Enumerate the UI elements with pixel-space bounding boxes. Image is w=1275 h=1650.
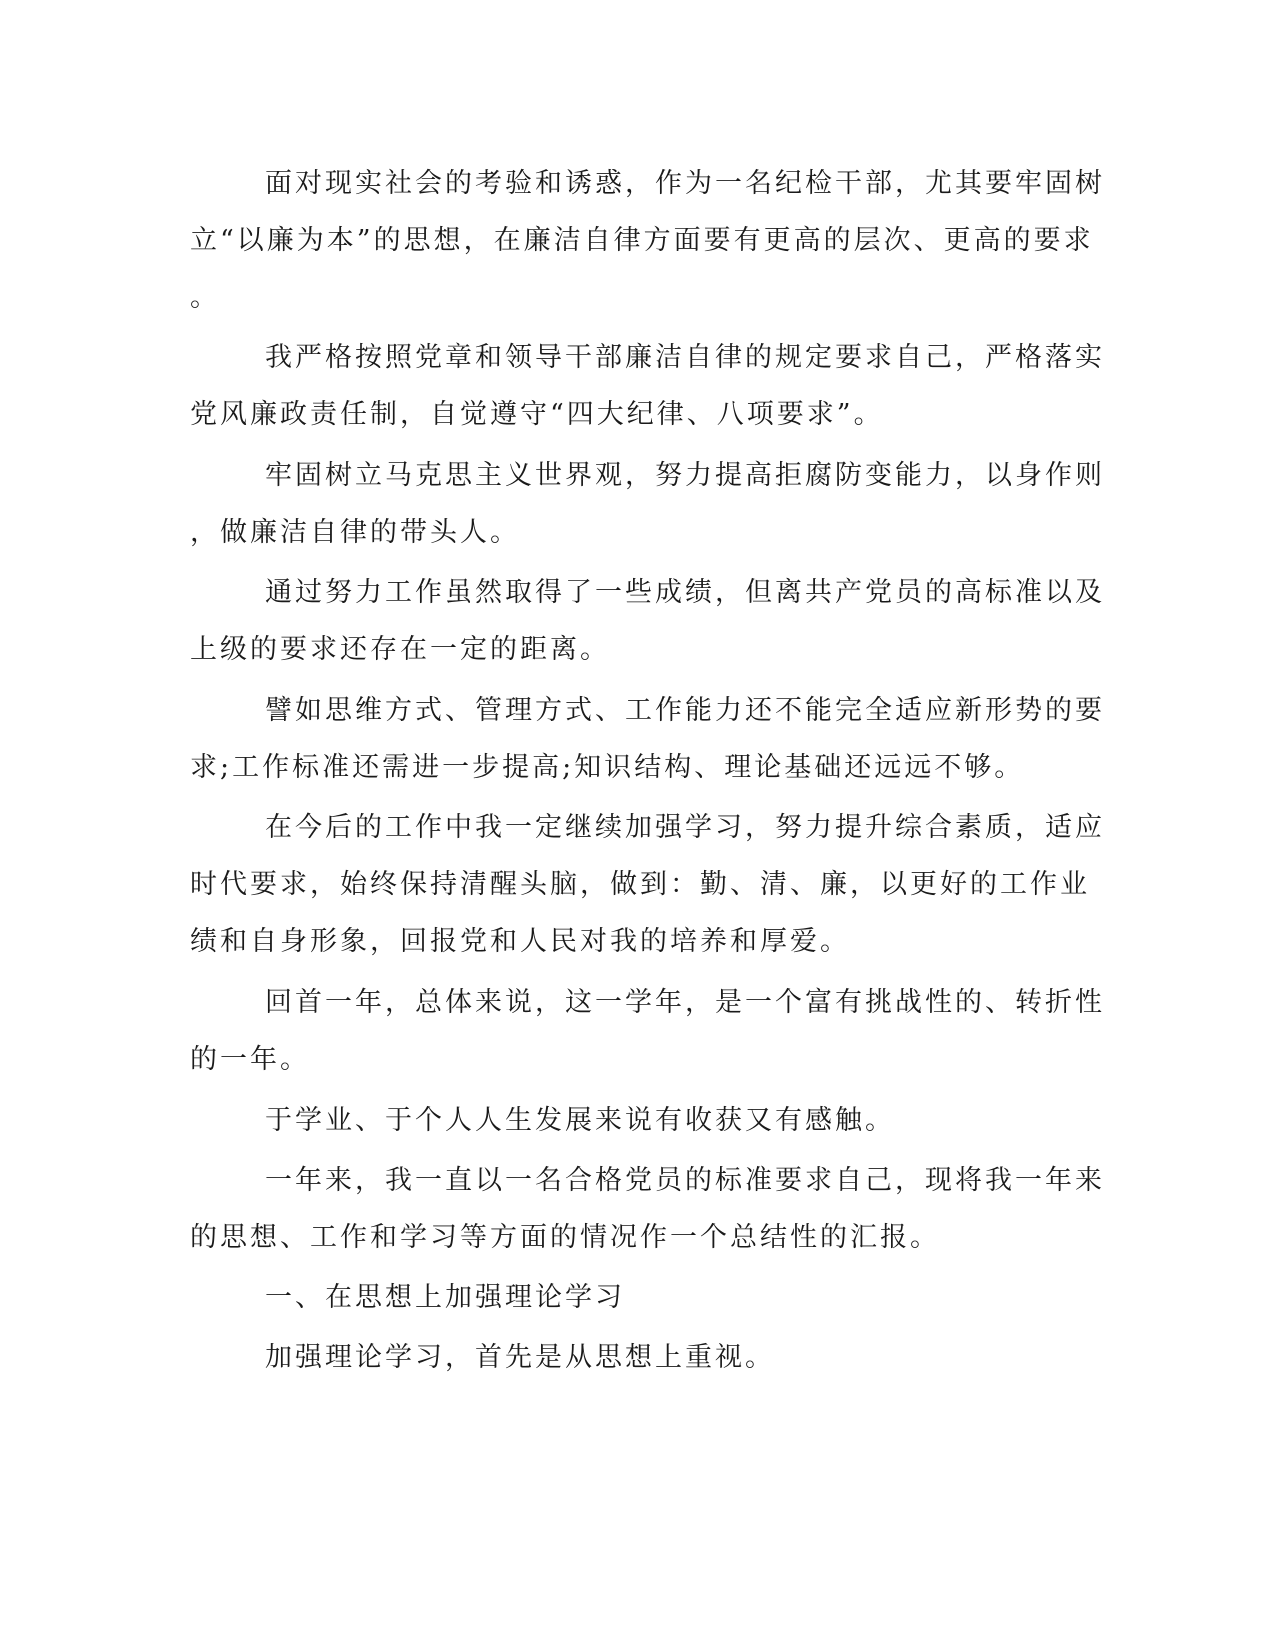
text-line: 绩和自身形象，回报党和人民对我的培养和厚爱。 (190, 926, 850, 957)
text-line: 于学业、于个人人生发展来说有收获又有感触。 (265, 1105, 895, 1136)
text-line: 一年来，我一直以一名合格党员的标准要求自己，现将我一年来 (265, 1165, 1105, 1196)
text-line: ，做廉洁自律的带头人。 (190, 517, 520, 548)
text-line: 牢固树立马克思主义世界观，努力提高拒腐防变能力，以身作则 (265, 460, 1105, 491)
text-line: 求;工作标准还需进一步提高;知识结构、理论基础还远远不够。 (190, 752, 1025, 783)
text-line: 党风廉政责任制，自觉遵守“四大纪律、八项要求”。 (190, 399, 884, 430)
text-line: 立“以廉为本”的思想，在廉洁自律方面要有更高的层次、更高的要求 (190, 225, 1094, 256)
text-line: 时代要求，始终保持清醒头脑，做到：勤、清、廉，以更好的工作业 (190, 869, 1090, 900)
text-line: 譬如思维方式、管理方式、工作能力还不能完全适应新形势的要 (265, 695, 1105, 726)
text-line: 的思想、工作和学习等方面的情况作一个总结性的汇报。 (190, 1222, 940, 1253)
text-line: 我严格按照党章和领导干部廉洁自律的规定要求自己，严格落实 (265, 342, 1105, 373)
text-line: 的一年。 (190, 1044, 310, 1075)
text-line: 加强理论学习，首先是从思想上重视。 (265, 1342, 775, 1373)
text-line: 通过努力工作虽然取得了一些成绩，但离共产党员的高标准以及 (265, 577, 1105, 608)
text-line: 面对现实社会的考验和诱惑，作为一名纪检干部，尤其要牢固树 (265, 168, 1105, 199)
text-line: 。 (190, 282, 220, 313)
section-heading: 一、在思想上加强理论学习 (265, 1282, 625, 1313)
text-line: 在今后的工作中我一定继续加强学习，努力提升综合素质，适应 (265, 812, 1105, 843)
text-line: 上级的要求还存在一定的距离。 (190, 634, 610, 665)
text-line: 回首一年，总体来说，这一学年，是一个富有挑战性的、转折性 (265, 987, 1105, 1018)
